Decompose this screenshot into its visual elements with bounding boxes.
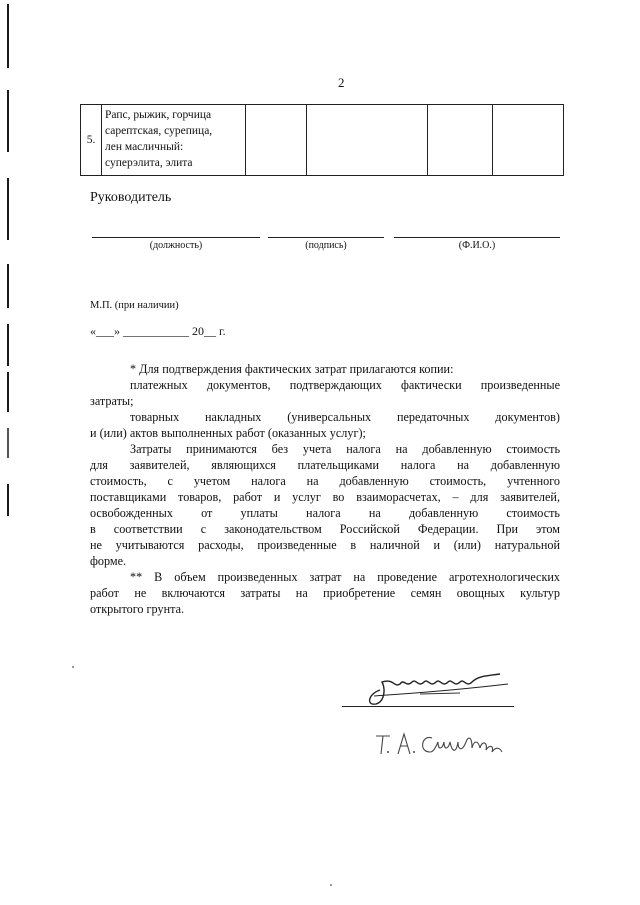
handwritten-signature (360, 660, 520, 716)
note-vat-line: стоимость, с учетом налога на добавленную стоимость, учтенного (90, 474, 560, 488)
note-second-line: открытого грунта. (90, 602, 185, 616)
scan-edge-mark (7, 484, 9, 516)
note-second-line: работ не включаются затраты на приобретение семян овощных культур (90, 586, 560, 600)
signature-line (268, 237, 384, 238)
scan-edge-mark (7, 264, 9, 308)
note-second-line: ** В объем произведенных затрат на проведение агротехнологических (130, 570, 560, 584)
row-number: 5. (81, 105, 102, 176)
name-line (394, 237, 560, 238)
table-cell (428, 105, 493, 176)
crop-name-line: суперэлита, элита (105, 157, 193, 169)
signer-heading: Руководитель (90, 190, 172, 205)
scan-speck (72, 666, 74, 668)
scan-speck (330, 884, 332, 886)
scan-edge-mark (7, 428, 9, 458)
stamp-label: М.П. (при наличии) (90, 300, 179, 311)
table-cell (493, 105, 564, 176)
name-caption: (Ф.И.О.) (458, 240, 496, 251)
note-vat-line: в соответствии с законодательством Российской Федерации. При этом (90, 522, 560, 536)
scan-edge-mark (7, 4, 9, 68)
scan-edge-mark (7, 324, 9, 366)
table-cell (307, 105, 428, 176)
note-payment-line: затраты; (90, 394, 134, 408)
scan-edge-mark (7, 90, 9, 152)
table-cell (246, 105, 307, 176)
crop-table (80, 104, 564, 176)
note-vat-line: не учитываются расходы, произведенные в наличной и (или) натуральной (90, 538, 560, 552)
note-vat-line: поставщиками товаров, работ и услуг во взаиморасчетах, – для заявителей, (90, 490, 560, 504)
crop-name-line: лен масличный: (105, 141, 184, 153)
signature-caption: (подпись) (305, 240, 347, 251)
crop-name-line: Рапс, рыжик, горчица (105, 109, 212, 121)
scan-edge-mark (7, 372, 9, 412)
position-line (92, 237, 260, 238)
note-payment-line: платежных документов, подтверждающих фактически произведенные (130, 378, 560, 392)
page-number: 2 (338, 75, 345, 90)
note-vat-line: для заявителей, являющихся плательщиками налога на добавленную (90, 458, 560, 472)
note-vat-line: Затраты принимаются без учета налога на добавленную стоимость (130, 442, 560, 456)
crop-name-line: сарептская, сурепица, (105, 125, 213, 137)
note-waybill-line: и (или) актов выполненных работ (оказанных услуг); (90, 426, 366, 440)
table-row (81, 105, 564, 176)
note-waybill-line: товарных накладных (универсальных передаточных документов) (130, 410, 560, 424)
note-vat-line: форме. (90, 554, 127, 568)
note-vat-line: освобожденных от уплаты налога на добавленную стоимость (90, 506, 560, 520)
scan-edge-mark (7, 178, 9, 240)
position-caption: (должность) (149, 240, 203, 251)
note-intro: * Для подтверждения фактических затрат прилагаются копии: (130, 362, 454, 376)
crop-name-cell (102, 105, 246, 176)
handwritten-name (372, 728, 512, 760)
signature-underline (342, 706, 514, 707)
date-line: «___» ___________ 20__ г. (90, 324, 226, 338)
